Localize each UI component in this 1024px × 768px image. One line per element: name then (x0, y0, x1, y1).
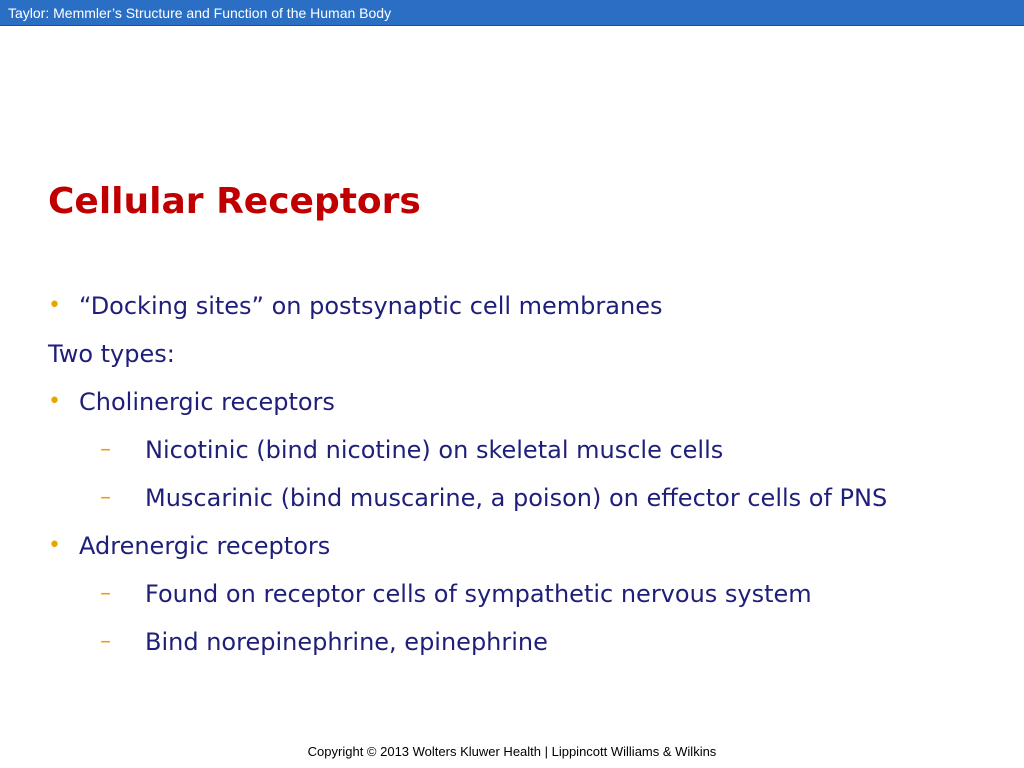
dash-icon: – (100, 485, 111, 510)
sub-bullet-text: Nicotinic (bind nicotine) on skeletal muscle cells (145, 436, 724, 464)
dash-icon: – (100, 581, 111, 606)
dash-icon: – (100, 437, 111, 462)
bullet-text: “Docking sites” on postsynaptic cell membranes (79, 292, 663, 320)
bullet-icon: • (48, 293, 61, 318)
header-title: Taylor: Memmler’s Structure and Function of the Human Body (8, 5, 392, 21)
dash-icon: – (100, 629, 111, 654)
sub-bullet-text: Bind norepinephrine, epinephrine (145, 628, 548, 656)
bullet-item (48, 532, 988, 560)
bullet-icon: • (48, 533, 61, 558)
plain-line (48, 340, 988, 368)
sub-bullet-item (48, 484, 988, 512)
footer-copyright (0, 744, 1024, 760)
bullet-item (48, 292, 988, 320)
copyright-text: Copyright © 2013 Wolters Kluwer Health | Lippincott Williams & Wilkins (307, 744, 717, 759)
sub-bullet-text: Found on receptor cells of sympathetic nervous system (145, 580, 812, 608)
sub-bullet-item (48, 628, 988, 656)
bullet-icon: • (48, 389, 61, 414)
slide-content (48, 292, 988, 676)
sub-bullet-item (48, 580, 988, 608)
sub-bullet-item (48, 436, 988, 464)
bullet-text: Adrenergic receptors (79, 532, 331, 560)
header-bar (0, 0, 1024, 26)
bullet-item (48, 388, 988, 416)
slide-title: Cellular Receptors (48, 181, 421, 222)
bullet-text: Cholinergic receptors (79, 388, 335, 416)
sub-bullet-text: Muscarinic (bind muscarine, a poison) on effector cells of PNS (145, 484, 888, 512)
plain-text: Two types: (48, 340, 175, 368)
